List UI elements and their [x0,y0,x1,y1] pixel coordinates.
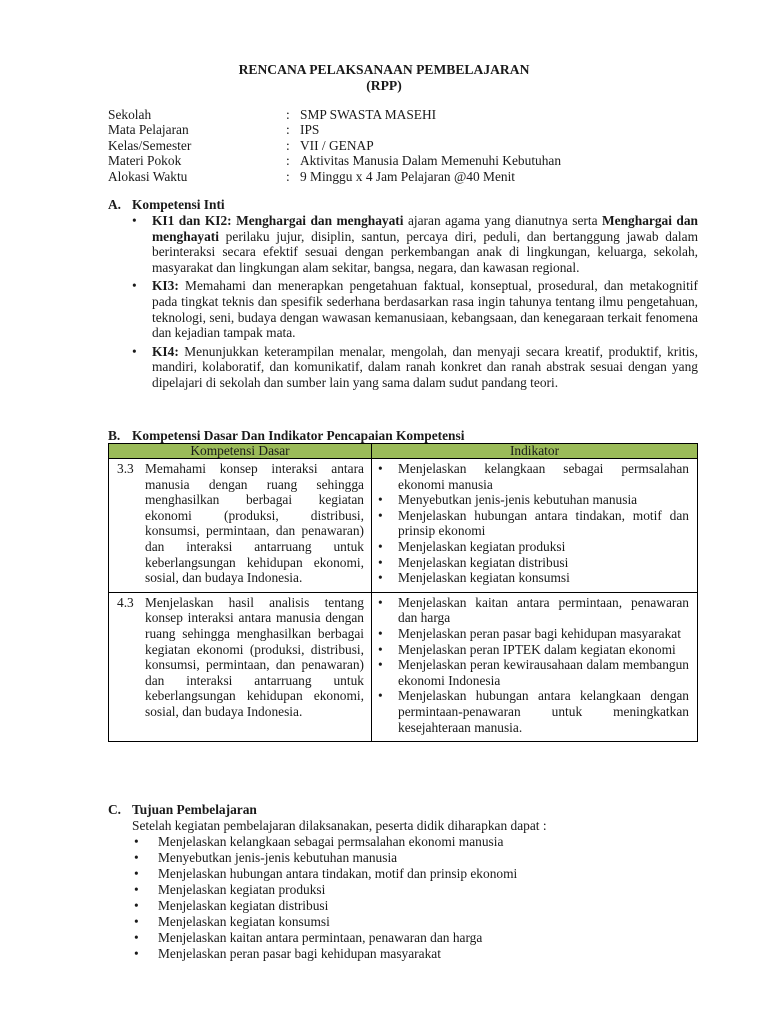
indicator-item [372,626,697,642]
column-header-kd: Kompetensi Dasar [109,444,372,459]
bullet-icon: • [378,492,383,508]
bullet-icon: • [378,625,383,641]
list-item-text: Menjelaskan kelangkaan sebagai permsalahan ekonomi manusia [158,834,504,849]
list-item [132,946,517,962]
indicator-cell [372,459,698,593]
identity-row [108,122,561,137]
indicator-text: Menjelaskan kegiatan distribusi [398,554,569,570]
kd-cell [109,459,372,593]
ki-item [132,344,698,391]
indicator-item [372,555,697,571]
bullet-icon: • [378,570,383,586]
bullet-icon: • [132,213,137,228]
indicator-item [372,657,697,688]
bullet-icon: • [132,343,137,359]
bullet-icon: • [378,554,383,570]
list-item-text: Menjelaskan hubungan antara tindakan, motif dan prinsip ekonomi [158,866,518,881]
column-header-indikator: Indikator [372,444,698,459]
identity-colon: : [286,107,290,122]
indicator-text: Menyebutkan jenis-jenis kebutuhan manusia [398,492,638,508]
document-subtitle: (RPP) [366,78,402,93]
indicator-text: Menjelaskan peran pasar bagi kehidupan masyarakat [398,625,681,641]
kd-number: 4.3 [117,594,134,610]
bullet-icon: • [134,882,139,897]
bullet-icon: • [134,866,139,881]
indicator-cell [372,592,698,741]
identity-label: Sekolah [108,107,152,122]
tujuan-list [132,834,517,962]
identity-colon: : [286,153,290,169]
bullet-icon: • [132,278,137,294]
kompetensi-inti-list [132,213,698,391]
section-title: Kompetensi Inti [132,197,225,212]
indicator-text: Menjelaskan hubungan antara tindakan, motif dan prinsip ekonomi [398,507,689,539]
table-row [109,592,698,741]
bullet-icon: • [378,641,383,657]
indicator-text: Menjelaskan peran IPTEK dalam kegiatan ekonomi [398,641,676,657]
identity-block [108,107,561,184]
list-item-text: Menjelaskan peran pasar bagi kehidupan masyarakat [158,946,441,961]
indicator-text: Menjelaskan kegiatan konsumsi [398,570,570,586]
indicator-text: Menjelaskan peran kewirausahaan dalam membangun ekonomi Indonesia [398,657,689,688]
list-item-text: Menyebutkan jenis-jenis kebutuhan manusia [158,850,398,865]
identity-row [108,138,561,153]
identity-value: 9 Minggu x 4 Jam Pelajaran @40 Menit [300,168,516,184]
list-item-text: Menjelaskan kegiatan produksi [158,882,326,897]
identity-value: VII / GENAP [300,137,374,153]
bullet-icon: • [378,594,383,610]
list-item [132,898,517,914]
list-item [132,914,517,930]
identity-label: Alokasi Waktu [108,168,188,184]
ki-item [132,213,698,275]
section-letter: A. [108,197,122,212]
indicator-item [372,461,697,492]
indicator-text: Menjelaskan hubungan antara kelangkaan dengan permintaan-penawaran untuk meningkatkan kesejahteraan manusia. [398,688,689,735]
identity-colon: : [286,137,290,153]
bullet-icon: • [378,507,383,523]
tujuan-intro: Setelah kegiatan pembelajaran dilaksanakan, peserta didik diharapkan dapat : [132,818,547,833]
ki-text: KI1 dan KI2: Menghargai dan menghayati ajaran agama yang dianutnya serta Menghargai dan menghayati perilaku jujur, disiplin, santun, percaya diri, peduli, dan bertanggung jawab dalam berinteraksi secara efektif sesuai dengan perkembangan anak di lingkungan, keluarga, sekolah, masyarakat dan lingkungan alam sekitar, bangsa, negara, dan kawasan regional. [152,213,699,275]
bullet-icon: • [134,914,139,929]
indicator-item [372,642,697,658]
bullet-icon: • [134,898,139,913]
document-title: RENCANA PELAKSANAAN PEMBELAJARAN [238,62,530,77]
identity-value: Aktivitas Manusia Dalam Memenuhi Kebutuhan [300,153,562,169]
list-item-text: Menjelaskan kaitan antara permintaan, penawaran dan harga [158,930,483,945]
ki-text: KI3: Memahami dan menerapkan pengetahuan faktual, konseptual, prosedural, dan metakognitif pada tingkat teknis dan spesifik sederhana berdasarkan rasa ingin tahunya tentang ilmu pengetahuan, teknologi, seni, budaya dengan wawasan kemanusiaan, kebangsaan, dan kenegaraan terkait fenomena dan kejadian tampak mata. [152,278,698,341]
ki-text: KI4: Menunjukkan keterampilan menalar, mengolah, dan menyaji secara kreatif, produktif, kritis, mandiri, kolaboratif, dan komunikatif, dalam ranah konkret dan ranah abstrak sesuai dengan yang dipelajari di sekolah dan sumber lain yang sama dalam sudut pandang teori. [152,343,698,390]
table-row [109,459,698,593]
list-item [132,930,517,946]
section-b-heading [108,428,464,444]
section-c-heading [108,802,257,818]
bullet-icon: • [134,834,139,849]
kd-indikator-table [108,443,698,742]
bullet-icon: • [378,657,383,673]
indicator-item [372,595,697,626]
section-letter: C. [108,802,122,817]
list-item [132,850,517,866]
list-item [132,882,517,898]
bullet-icon: • [134,930,139,945]
identity-label: Materi Pokok [108,153,182,169]
list-item-text: Menjelaskan kegiatan distribusi [158,898,329,913]
indicator-item [372,688,697,735]
indicator-item [372,508,697,539]
identity-label: Mata Pelajaran [108,122,189,138]
ki-item [132,278,698,340]
identity-row [108,153,561,168]
kd-cell [109,592,372,741]
kd-text: Menjelaskan hasil analisis tentang konsep interaksi antara manusia dengan ruang sehingga menghasilkan berbagai kegiatan ekonomi (produksi, distribusi, konsumsi, permintaan, dan penawaran) dan interaksi antarruang untuk keberlangsungan kehidupan ekonomi, sosial, dan budaya Indonesia. [145,594,364,719]
indicator-text: Menjelaskan kegiatan produksi [398,538,566,554]
identity-row [108,169,561,184]
bullet-icon: • [378,688,383,704]
kd-text: Memahami konsep interaksi antara manusia dengan ruang sehingga menghasilkan berbagai kegiatan ekonomi (produksi, distribusi, konsumsi, permintaan, dan penawaran) dan interaksi antarruang untuk keberlangsungan kehidupan ekonomi, sosial, dan budaya Indonesia. [145,461,364,586]
section-a-heading [108,197,225,213]
identity-value: IPS [300,122,320,138]
section-title: Kompetensi Dasar Dan Indikator Pencapaian Kompetensi [132,428,465,443]
section-letter: B. [108,428,121,443]
list-item-text: Menjelaskan kegiatan konsumsi [158,914,330,929]
bullet-icon: • [134,946,139,961]
identity-colon: : [286,168,290,184]
bullet-icon: • [134,850,139,865]
list-item [132,834,517,850]
section-title: Tujuan Pembelajaran [132,802,257,817]
indicator-item [372,570,697,586]
indicator-text: Menjelaskan kelangkaan sebagai permsalahan ekonomi manusia [398,461,689,492]
indicator-text: Menjelaskan kaitan antara permintaan, penawaran dan harga [398,594,689,626]
indicator-item [372,492,697,508]
indicator-item [372,539,697,555]
list-item [132,866,517,882]
identity-label: Kelas/Semester [108,137,192,153]
identity-colon: : [286,122,290,138]
bullet-icon: • [378,461,383,476]
kd-number: 3.3 [117,461,134,476]
bullet-icon: • [378,538,383,554]
identity-value: SMP SWASTA MASEHI [300,107,437,122]
identity-row [108,107,561,122]
